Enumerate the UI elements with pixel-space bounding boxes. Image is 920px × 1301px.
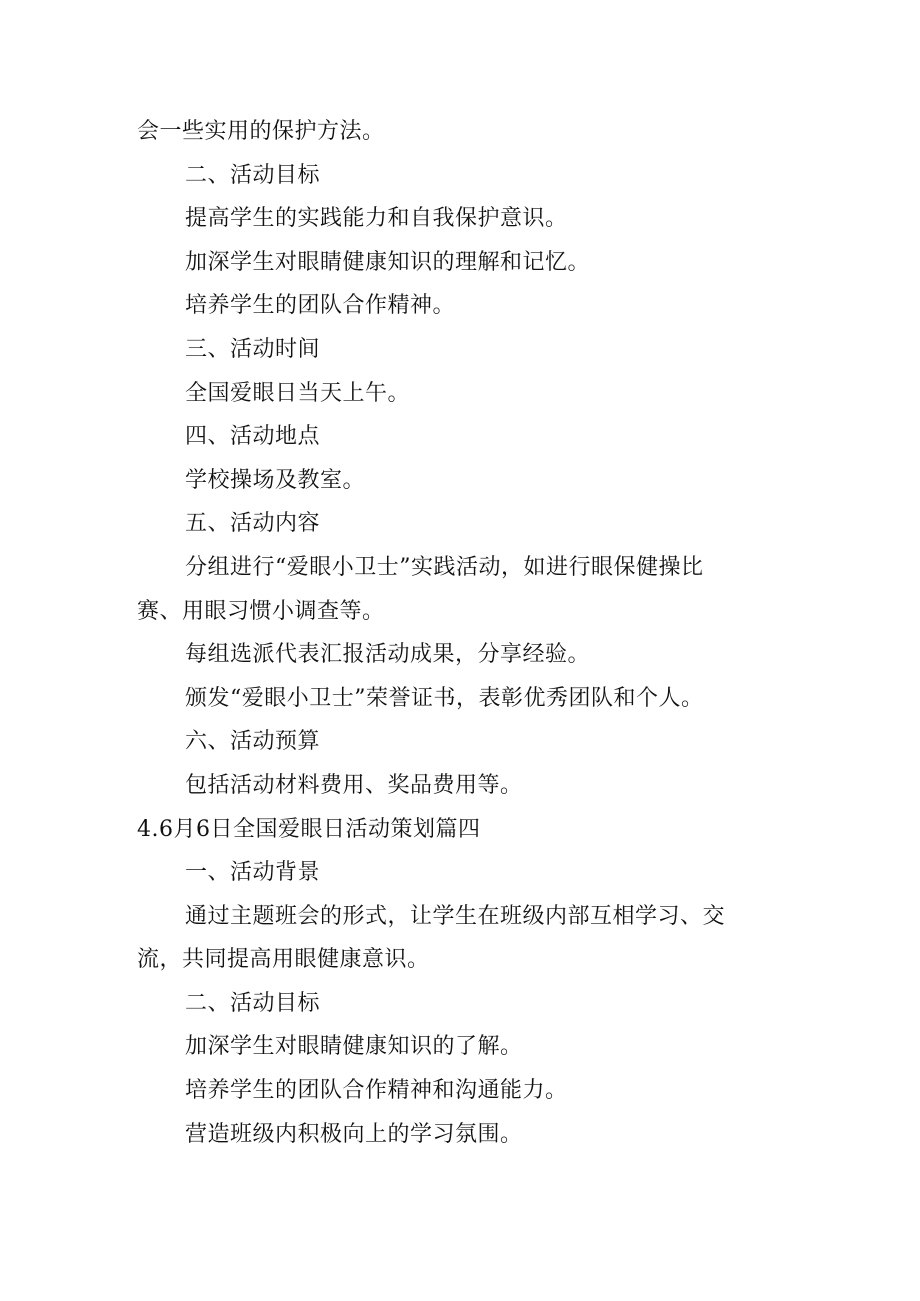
section-heading-background: 一、活动背景 (185, 860, 321, 886)
goal-item: 加深学生对眼睛健康知识的理解和记忆。 (185, 249, 591, 275)
goal-item: 培养学生的团队合作精神和沟通能力。 (185, 1078, 568, 1104)
section-heading-content: 五、活动内容 (185, 511, 321, 537)
budget-text: 包括活动材料费用、奖品费用等。 (185, 772, 523, 798)
section-heading-goals: 二、活动目标 (185, 990, 321, 1016)
content-item: 颁发“爱眼小卫士”荣誉证书，表彰优秀团队和个人。 (185, 685, 704, 711)
goal-item: 营造班级内积极向上的学习氛围。 (185, 1121, 523, 1147)
section-heading-budget: 六、活动预算 (185, 729, 321, 755)
background-text-continuation: 流，共同提高用眼健康意识。 (137, 947, 430, 973)
paragraph-continuation: 会一些实用的保护方法。 (137, 119, 385, 144)
section-heading-time: 三、活动时间 (185, 336, 321, 362)
location-text: 学校操场及教室。 (185, 467, 366, 493)
background-text: 通过主题班会的形式，让学生在班级内部互相学习、交 (185, 903, 726, 929)
goal-item: 提高学生的实践能力和自我保护意识。 (185, 206, 568, 232)
time-text: 全国爱眼日当天上午。 (185, 380, 411, 406)
section-heading-goals: 二、活动目标 (185, 162, 321, 188)
content-item-continuation: 赛、用眼习惯小调查等。 (137, 598, 385, 624)
article-title: 4.6月6日全国爱眼日活动策划篇四 (137, 816, 481, 842)
content-item: 分组进行“爱眼小卫士”实践活动，如进行眼保健操比 (185, 554, 704, 580)
document-body (137, 110, 757, 1156)
content-item: 每组选派代表汇报活动成果，分享经验。 (185, 642, 591, 668)
goal-item: 加深学生对眼睛健康知识的了解。 (185, 1034, 523, 1060)
section-heading-location: 四、活动地点 (185, 424, 321, 450)
goal-item: 培养学生的团队合作精神。 (185, 293, 456, 319)
